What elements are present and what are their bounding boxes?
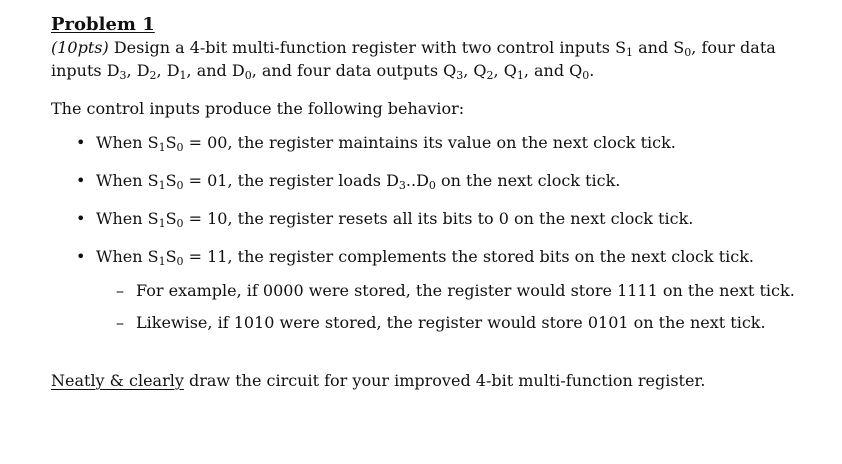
problem-statement [51,36,811,82]
subscript: 0 [176,255,184,268]
instruction-text: draw the circuit for your improved 4-bit multi-function register. [183,371,706,390]
problem-document [51,14,811,392]
subscript: 3 [398,179,406,192]
subscript: 0 [428,179,436,192]
behavior-text: = 01, the register loads D [183,171,399,190]
statement-text: , four data [691,38,776,57]
statement-text: , and Q [523,61,583,80]
statement-text: inputs D [51,61,120,80]
subscript: 1 [158,255,166,268]
subscript: 1 [626,46,634,59]
subscript: 0 [176,141,184,154]
subscript: 2 [149,69,157,82]
behavior-list [51,132,811,334]
behavior-item-reset [51,208,811,230]
problem-title: Problem 1 [51,14,155,35]
subscript: 2 [486,69,494,82]
behavior-text: on the next clock tick. [435,171,621,190]
behavior-text: = 11, the register complements the stored bits on the next clock tick. [183,247,754,266]
points-label: (10pts) [51,38,109,57]
behavior-text: When S [96,133,159,152]
subscript: 0 [684,46,692,59]
example-list [96,280,811,334]
subscript: 0 [176,217,184,230]
bullet-icon: • [76,247,86,266]
behavior-text: When S [96,171,159,190]
behavior-text: S [165,209,177,228]
statement-text: Design a 4-bit multi-function register with two control inputs S [108,38,627,57]
example-item [96,312,811,334]
subscript: 1 [158,141,166,154]
subscript: 1 [179,69,187,82]
behavior-text: = 10, the register resets all its bits to 0 on the next clock tick. [183,209,694,228]
statement-text: and S [633,38,685,57]
subscript: 0 [176,179,184,192]
statement-text: , Q [493,61,517,80]
statement-text: , and four data outputs Q [251,61,457,80]
subscript: 1 [158,217,166,230]
behavior-text: When S [96,247,159,266]
statement-text: , D [126,61,150,80]
subscript: 1 [516,69,524,82]
subscript: 0 [244,69,252,82]
subscript: 3 [456,69,464,82]
example-text: Likewise, if 1010 were stored, the register would store 0101 on the next tick. [136,313,766,332]
statement-text: , Q [463,61,487,80]
subscript: 3 [119,69,127,82]
dash-icon: – [116,281,124,300]
statement-text: . [589,61,595,80]
behavior-text: When S [96,209,159,228]
subscript: 0 [582,69,590,82]
behavior-item-complement [51,246,811,334]
behavior-item-load [51,170,811,192]
behavior-text: S [165,171,177,190]
example-item [96,280,811,302]
closing-instruction [51,370,811,392]
bullet-icon: • [76,171,86,190]
statement-text: , and D [186,61,245,80]
example-text: For example, if 0000 were stored, the register would store 1111 on the next tick. [136,281,795,300]
dash-icon: – [116,313,124,332]
behavior-text: S [165,247,177,266]
statement-text: , D [156,61,180,80]
bullet-icon: • [76,133,86,152]
behavior-text: = 00, the register maintains its value on the next clock tick. [183,133,676,152]
bullet-icon: • [76,209,86,228]
emphasis-text: Neatly & clearly [51,371,184,390]
subscript: 1 [158,179,166,192]
behavior-text: ..D [405,171,429,190]
behavior-text: S [165,133,177,152]
behavior-item-hold [51,132,811,154]
behavior-intro: The control inputs produce the following behavior: [51,99,465,118]
